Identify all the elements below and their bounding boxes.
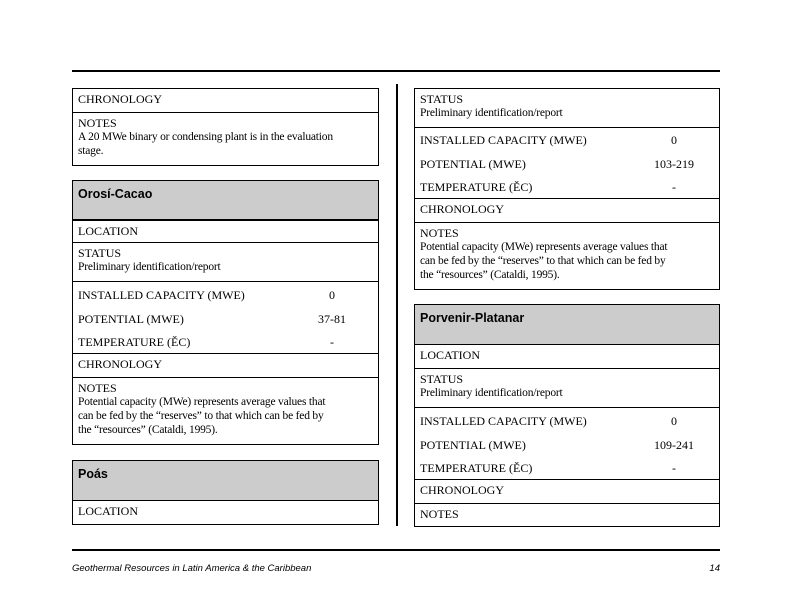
installed-capacity-row xyxy=(420,410,714,434)
potential-value: 37-81 xyxy=(318,311,346,326)
potential-row xyxy=(420,434,714,458)
temperature-value: - xyxy=(672,461,676,475)
status-box xyxy=(414,88,720,128)
notes-box xyxy=(72,112,379,166)
temperature-row xyxy=(420,457,714,481)
temperature-value: - xyxy=(672,180,676,194)
status-value: Preliminary identification/report xyxy=(420,387,563,399)
status-box xyxy=(414,368,720,408)
page-number: 14 xyxy=(709,563,720,574)
status-label: STATUS xyxy=(420,92,464,106)
chronology-box xyxy=(72,88,379,113)
chronology-label: CHRONOLOGY xyxy=(420,483,504,497)
location-box xyxy=(72,220,379,243)
column-divider xyxy=(396,84,398,526)
notes-label: NOTES xyxy=(78,116,117,130)
temperature-row xyxy=(420,176,714,200)
installed-capacity-value: 0 xyxy=(671,414,677,428)
chronology-label: CHRONOLOGY xyxy=(78,92,162,106)
location-label: LOCATION xyxy=(78,224,138,238)
potential-value: 103-219 xyxy=(654,156,694,171)
chronology-box xyxy=(414,198,720,223)
notes-line: can be fed by the “reserves” to that which can be fed by xyxy=(420,255,666,267)
section-title: Poás xyxy=(78,467,108,481)
potential-value: 109-241 xyxy=(654,437,694,452)
notes-line: Potential capacity (MWe) represents average values that xyxy=(78,396,326,408)
potential-label: POTENTIAL (MWE) xyxy=(78,311,184,326)
notes-box xyxy=(414,503,720,527)
notes-label: NOTES xyxy=(420,226,459,240)
status-label: STATUS xyxy=(420,372,464,386)
notes-line: can be fed by the “reserves” to that which can be fed by xyxy=(78,410,324,422)
section-header-orosi-cacao xyxy=(72,180,379,220)
installed-capacity-row xyxy=(420,129,714,153)
notes-line: A 20 MWe binary or condensing plant is in the evaluation xyxy=(78,131,333,143)
section-title: Orosí-Cacao xyxy=(78,187,153,201)
temperature-label: TEMPERATURE (ĚC) xyxy=(420,180,533,194)
top-rule xyxy=(72,70,720,72)
notes-line: the “resources” (Cataldi, 1995). xyxy=(420,269,560,281)
installed-capacity-row xyxy=(78,284,373,308)
temperature-row xyxy=(78,331,373,355)
potential-row xyxy=(420,153,714,177)
notes-line: Potential capacity (MWe) represents average values that xyxy=(420,241,668,253)
notes-line: the “resources” (Cataldi, 1995). xyxy=(78,424,218,436)
footer-title: Geothermal Resources in Latin America & the Caribbean xyxy=(72,563,312,574)
section-header-poas xyxy=(72,460,379,501)
potential-label: POTENTIAL (MWE) xyxy=(420,437,526,452)
installed-capacity-label: INSTALLED CAPACITY (MWE) xyxy=(420,133,587,147)
status-box xyxy=(72,242,379,282)
installed-capacity-value: 0 xyxy=(329,288,335,302)
notes-box xyxy=(414,222,720,290)
potential-label: POTENTIAL (MWE) xyxy=(420,156,526,171)
properties-box xyxy=(414,127,720,199)
location-box xyxy=(414,344,720,369)
status-label: STATUS xyxy=(78,246,122,260)
installed-capacity-label: INSTALLED CAPACITY (MWE) xyxy=(78,288,245,302)
section-title: Porvenir-Platanar xyxy=(420,311,525,325)
notes-line: stage. xyxy=(78,145,104,157)
temperature-value: - xyxy=(330,335,334,349)
chronology-label: CHRONOLOGY xyxy=(420,202,504,216)
potential-row xyxy=(78,308,373,332)
location-label: LOCATION xyxy=(78,504,138,518)
properties-box xyxy=(72,281,379,354)
notes-label: NOTES xyxy=(420,507,459,521)
installed-capacity-value: 0 xyxy=(671,133,677,147)
location-label: LOCATION xyxy=(420,348,480,362)
chronology-box xyxy=(72,353,379,378)
notes-box xyxy=(72,377,379,445)
properties-box xyxy=(414,407,720,480)
bottom-rule xyxy=(72,549,720,551)
temperature-label: TEMPERATURE (ĚC) xyxy=(420,461,533,475)
notes-label: NOTES xyxy=(78,381,117,395)
status-value: Preliminary identification/report xyxy=(420,107,563,119)
section-header-porvenir-platanar xyxy=(414,304,720,345)
location-box xyxy=(72,500,379,525)
status-value: Preliminary identification/report xyxy=(78,261,221,273)
temperature-label: TEMPERATURE (ĚC) xyxy=(78,335,191,349)
chronology-box xyxy=(414,479,720,504)
chronology-label: CHRONOLOGY xyxy=(78,357,162,371)
installed-capacity-label: INSTALLED CAPACITY (MWE) xyxy=(420,414,587,428)
